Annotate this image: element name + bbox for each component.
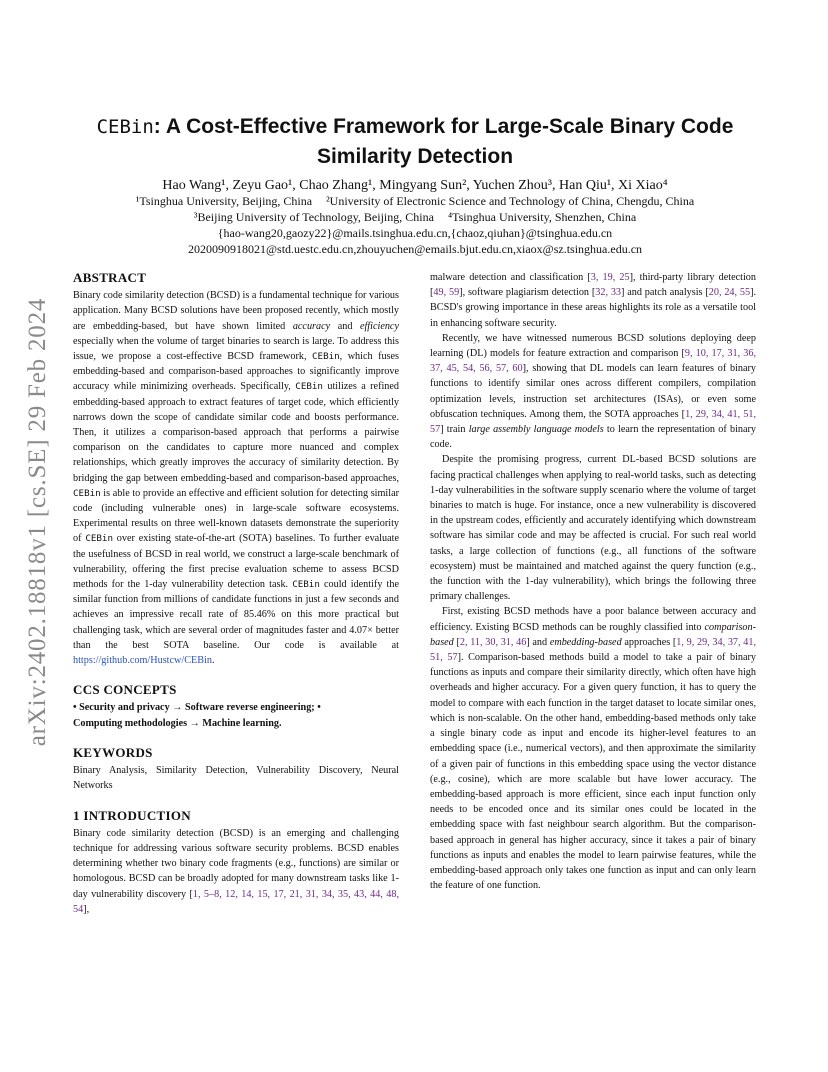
affiliation-4: ⁴Tsinghua University, Shenzhen, China [447, 210, 637, 224]
citation-link[interactable]: 3, 19, 25 [590, 272, 630, 283]
citation-link[interactable]: 32, 33 [595, 287, 622, 299]
ccs-heading: CCS CONCEPTS [73, 682, 177, 698]
citation-link[interactable]: 1, 29, 34, 41, 51, 57 [430, 408, 756, 436]
right-paragraph-1: malware detection and classification [3, 19, 25], third-party library detection [49, 59], software plagiarism detection [32, 33] and patch analysis [20, 24, 55]. BCSD's growing importance in these areas highlights its role as a versatile tool in enhancing software security. [430, 272, 757, 329]
ccs-concepts: • Security and privacy → Software reverse engineering; • Computing methodologies → Machine learning. [73, 702, 321, 729]
title-system-name: CEBin [96, 116, 154, 138]
affiliation-2: ²University of Electronic Science and Technology of China, Chengdu, China [326, 194, 695, 208]
title-line2: Similarity Detection [316, 145, 514, 168]
abstract-heading: ABSTRACT [73, 270, 147, 285]
email-line-2: 2020090918021@std.uestc.edu.cn,zhouyuchen@emails.bjut.edu.cn,xiaox@sz.tsinghua.edu.cn [187, 242, 643, 256]
citation-link[interactable]: 9, 10, 17, 31, 36, 37, 45, 54, 56, 57, 60 [430, 348, 756, 375]
code-link[interactable]: https://github.com/Hustcw/CEBin [73, 655, 212, 667]
affiliation-3: ³Beijing University of Technology, Beijing, China [193, 210, 434, 224]
citation-link[interactable]: 49, 59 [433, 287, 460, 299]
left-column [73, 270, 399, 917]
citation-link[interactable]: 2, 11, 30, 31, 46 [459, 636, 527, 648]
keywords-text: Binary Analysis, Similarity Detection, Vulnerability Discovery, Neural Networks [73, 765, 399, 792]
title-line1: : A Cost-Effective Framework for Large-Scale Binary Code [153, 115, 734, 138]
citation-link[interactable]: 1, 9, 29, 34, 37, 41, 51, 57 [430, 636, 756, 664]
affiliation-line-2 [60, 210, 770, 225]
right-paragraph-4: First, existing BCSD methods have a poor balance between accuracy and efficiency. Existing BCSD methods can be roughly classified into comparison-based [2, 11, 30, 31, 46] and embedding-based approaches [1, 9, 29, 34, 37, 41, 51, 57]. Comparison-based methods build a model to take a pair of binary functions as inputs and compare their similarity directly, which often have high overheads and higher accuracy. For a given query function, it has to query the model to compare with each function in the target dataset to locate similar ones, which is non-scalable. On the other hand, embedding-based methods only take a single binary code as input and encode its higher-level features to an embedding space (i.e., numerical vectors), and then approximate the similarity of a given pair of functions in this embedding space using the vector distance (e.g., cosine), which are more scalable but have lower accuracy. The embedding-based approach is more efficient, since each input function only needs to be encoded once and its similar ones could be located in the embedding space with fast neighbour search algorithm. But the comparison-based approach in general has higher accuracy, since it takes a pair of binary functions as inputs and enables the model to learn pairwise features, while the embedding-based approach only takes one function as input and can only learn the feature of one function. [430, 606, 757, 892]
authors: Hao Wang¹, Zeyu Gao¹, Chao Zhang¹, Mingyang Sun², Yuchen Zhou³, Han Qiu¹, Xi Xiao⁴ [162, 178, 668, 193]
keywords-heading: KEYWORDS [73, 744, 153, 760]
email-line-1: {hao-wang20,gaozy22}@mails.tsinghua.edu.cn,{chaoz,qiuhan}@tsinghua.edu.cn [217, 226, 613, 240]
abstract-text: Binary code similarity detection (BCSD) is a fundamental technique for various application. Many BCSD solutions have been proposed recently, which mostly are embedding-based, but have shown limited accuracy and efficiency especially when the volume of target binaries to search is large. To address this issue, we propose a cost-effective BCSD framework, CEBin, which fuses embedding-based and comparison-based approaches to significantly improve accuracy while minimizing overheads. Specifically, CEBin utilizes a refined embedding-based approach to extract features of target code, which efficiently narrows down the scope of candidate similar code and boosts performance. Then, it utilizes a comparison-based approach that performs a pairwise comparison on the candidates to capture more nuanced and complex relationships, which greatly improves the accuracy of similarity detection. By bridging the gap between embedding-based and comparison-based approaches, CEBin is able to provide an effective and efficient solution for detecting similar code (including vulnerable ones) in large-scale software ecosystems. Experimental results on three well-known datasets demonstrate the superiority of CEBin over existing state-of-the-art (SOTA) baselines. To further evaluate the usefulness of BCSD in real world, we construct a large-scale benchmark of vulnerability, offering the first precise evaluation scheme to assess BCSD methods for the 1-day vulnerability detection task. CEBin could identify the similar function from millions of candidate functions in just a few seconds and achieves an impressive recall rate of 85.46% on this more practical but challenging task, which are several order of magnitudes faster and 4.07× better than the best SOTA baseline. Our code is available at https://github.com/Hustcw/CEBin. [73, 290, 400, 667]
citation-link[interactable]: 1, 5–8, 12, 14, 15, 17, 21, 31, 34, 35, 43, 44, 48, 54 [73, 888, 400, 915]
intro-paragraph-1: Binary code similarity detection (BCSD) is an emerging and challenging technique for addressing various software security problems. BCSD enables determining whether two binary code fragments (e.g., functions) are similar or homologous. BCSD can be broadly adopted for many downstream tasks like 1-day vulnerability discovery [1, 5–8, 12, 14, 15, 17, 21, 31, 34, 35, 43, 44, 48, 54], [73, 827, 400, 915]
citation-link[interactable]: 20, 24, 55 [708, 287, 751, 299]
right-paragraph-3: Despite the promising progress, current DL-based BCSD solutions are facing practical challenges when applying to real-world tasks, such as detecting 1-day vulnerabilities in the software supply scenario where the volume of target binaries to match is huge. For instance, once a new vulnerability is discovered in the upstream codes, efficiently and accurately identifying which downstream software has similar code and may be affected is crucial. For such real world tasks, a large collection of functions (e.g., all functions of the software ecosystem) must be maintained and matched against the query function (e.g., the function with the 1-day vulnerability), which brings the following three primary challenges. [430, 454, 756, 603]
affiliation-line-1 [60, 194, 770, 209]
affiliation-1: ¹Tsinghua University, Beijing, China [135, 194, 313, 208]
paper-title [60, 112, 770, 171]
right-paragraph-2: Recently, we have witnessed numerous BCSD solutions deploying deep learning (DL) models for feature extraction and comparison [9, 10, 17, 31, 36, 37, 45, 54, 56, 57, 60], showing that DL models can learn features of binary functions to identify similar ones across different compilers, compilation optimization levels, instruction set architectures (ISAs), or even some obfuscation techniques. Among them, the SOTA approaches [1, 29, 34, 41, 51, 57] train large assembly language models to learn the representation of binary code. [430, 332, 757, 451]
introduction-heading: 1 INTRODUCTION [73, 807, 191, 823]
arxiv-stamp [8, 292, 68, 752]
arxiv-stamp-text: arXiv:2402.18818v1 [cs.SE] 29 Feb 2024 [24, 297, 51, 747]
right-column [430, 270, 756, 893]
